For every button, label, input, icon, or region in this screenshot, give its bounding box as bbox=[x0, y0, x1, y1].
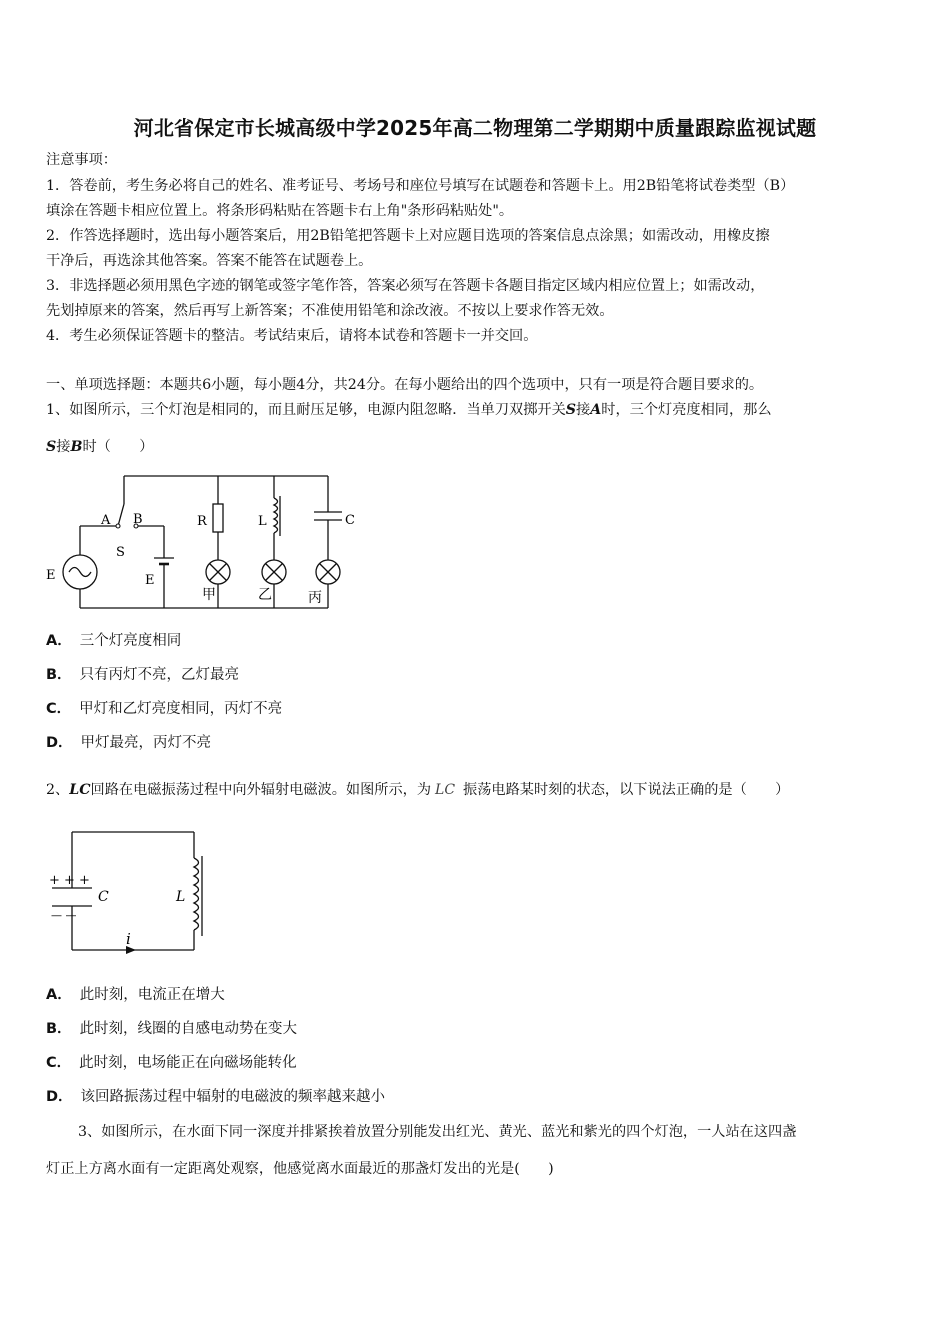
q1-option-d[interactable]: D． 甲灯最亮，丙灯不亮 bbox=[46, 735, 212, 751]
question-1-stem-line-2: S接B时（ ） bbox=[46, 439, 154, 455]
q2-option-d[interactable]: D． 该回路振荡过程中辐射的电磁波的频率越来越小 bbox=[46, 1089, 386, 1105]
capacitor-plus-signs: + + + bbox=[49, 873, 90, 888]
label-e-dc: E bbox=[145, 573, 155, 588]
capacitor-minus-signs: — — bbox=[51, 909, 77, 922]
label-lamp-jia: 甲 bbox=[202, 587, 216, 603]
notice-heading: 注意事项： bbox=[46, 152, 117, 168]
notice-line-4: 干净后，再选涂其他答案。答案不能答在试题卷上。 bbox=[46, 253, 373, 269]
question-2-stem: 2、LC回路在电磁振荡过程中向外辐射电磁波。如图所示，为 LC 振荡电路某时刻的状态，以下说法正确的是（ ） bbox=[46, 782, 790, 798]
question-2-lc-circuit-diagram bbox=[44, 826, 214, 956]
question-3-stem-line-2: 灯正上方离水面有一定距离处观察，他感觉离水面最近的那盏灯发出的光是( ) bbox=[46, 1161, 554, 1177]
q1-option-c[interactable]: C． 甲灯和乙灯亮度相同，丙灯不亮 bbox=[46, 701, 283, 717]
notice-line-5: 3．非选择题必须用黑色字迹的钢笔或签字笔作答，答案必须写在答题卡各题目指定区域内相应位置上；如需改动， bbox=[46, 278, 765, 294]
q2-option-c[interactable]: C． 此时刻，电场能正在向磁场能转化 bbox=[46, 1055, 297, 1071]
notice-line-6: 先划掉原来的答案，然后再写上新答案；不准使用铅笔和涂改液。不按以上要求作答无效。 bbox=[46, 303, 614, 319]
q2-option-b[interactable]: B． 此时刻，线圈的自感电动势在变大 bbox=[46, 1021, 298, 1037]
label-r: R bbox=[197, 514, 207, 529]
page-title: 河北省保定市长城高级中学2025年高二物理第二学期期中质量跟踪监视试题 bbox=[133, 116, 817, 140]
question-3-stem-line-1: 3、如图所示，在水面下同一深度并排紧挨着放置分别能发出红光、黄光、蓝光和紫光的四个灯泡，一人站在这四盏 bbox=[78, 1124, 797, 1140]
notice-line-3: 2．作答选择题时，选出每小题答案后，用2B铅笔把答题卡上对应题目选项的答案信息点涂黑；如需改动，用橡皮擦 bbox=[46, 228, 770, 244]
label-lamp-yi: 乙 bbox=[258, 587, 272, 603]
label-inductor-l: L bbox=[176, 889, 186, 905]
notice-line-1: 1．答卷前，考生务必将自己的姓名、准考证号、考场号和座位号填写在试题卷和答题卡上。用2B铅笔将试卷类型（B） bbox=[46, 178, 795, 194]
label-a: A bbox=[101, 513, 111, 528]
label-s: S bbox=[116, 545, 125, 560]
q1-option-b[interactable]: B． 只有丙灯不亮，乙灯最亮 bbox=[46, 667, 240, 683]
q1-option-a[interactable]: A． 三个灯亮度相同 bbox=[46, 633, 182, 649]
question-1-stem-line-1: 1、如图所示，三个灯泡是相同的，而且耐压足够，电源内阻忽略．当单刀双掷开关S接A时，三个灯亮度相同，那么 bbox=[46, 402, 772, 418]
notice-line-2: 填涂在答题卡相应位置上。将条形码粘贴在答题卡右上角"条形码粘贴处"。 bbox=[46, 203, 514, 219]
label-e-ac: E bbox=[46, 568, 56, 583]
switch-contact-a bbox=[116, 524, 120, 528]
notice-line-7: 4．考生必须保证答题卡的整洁。考试结束后，请将本试卷和答题卡一并交回。 bbox=[46, 328, 538, 344]
label-current-i: i bbox=[126, 930, 131, 948]
q2-option-a[interactable]: A． 此时刻，电流正在增大 bbox=[46, 987, 225, 1003]
question-1-circuit-diagram bbox=[40, 468, 370, 618]
label-c: C bbox=[345, 513, 355, 528]
label-b: B bbox=[133, 512, 143, 527]
lc-inline-formula: LC bbox=[435, 782, 456, 798]
label-capacitor-c: C bbox=[98, 889, 109, 905]
label-l: L bbox=[258, 514, 267, 529]
section-heading: 一、单项选择题：本题共6小题，每小题4分，共24分。在每小题给出的四个选项中，只有一项是符合题目要求的。 bbox=[46, 377, 764, 393]
label-lamp-bing: 丙 bbox=[308, 590, 322, 606]
